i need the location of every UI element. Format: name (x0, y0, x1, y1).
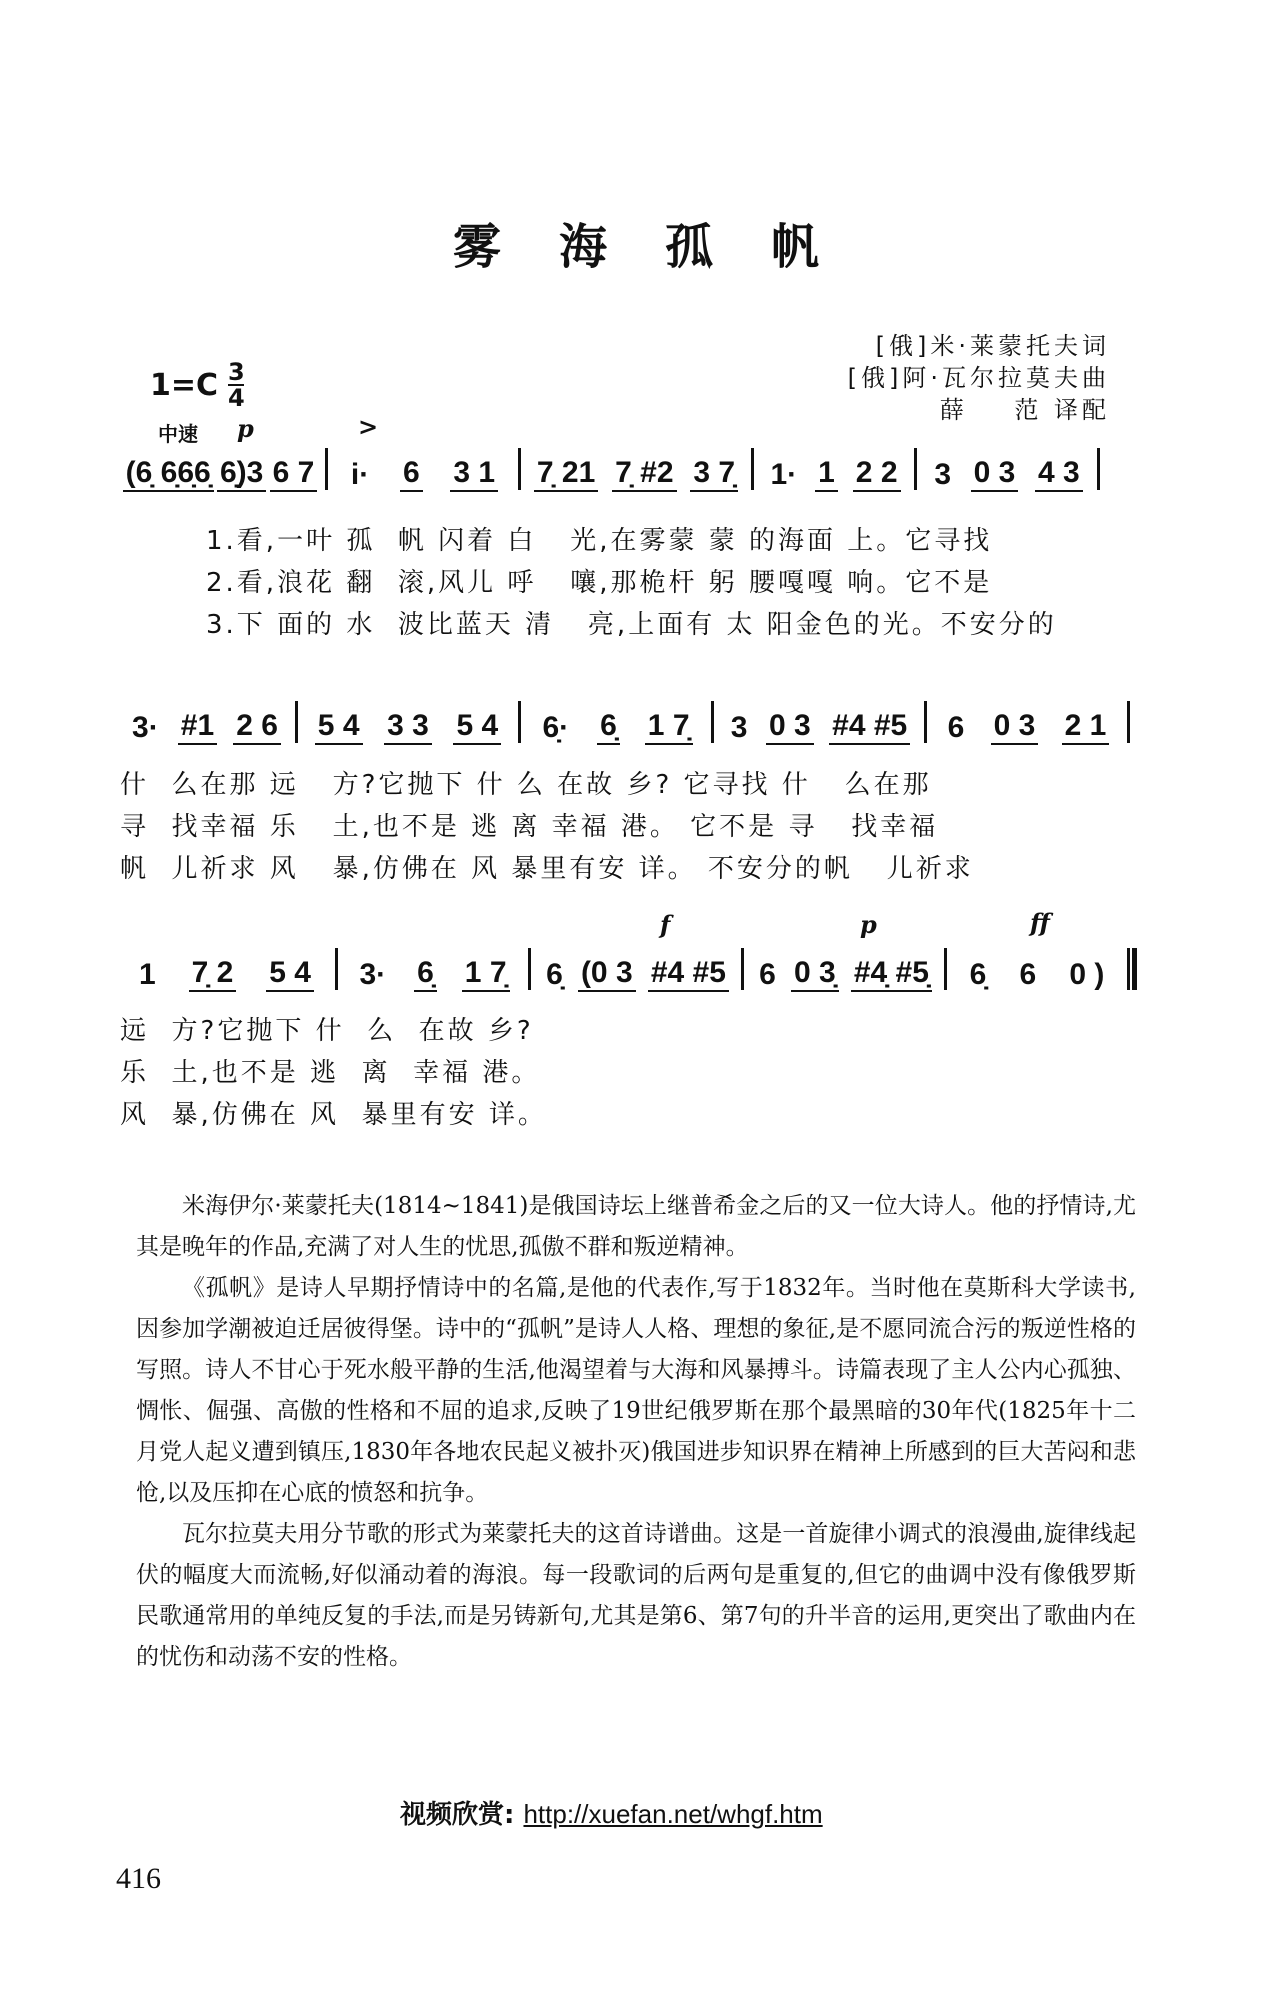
lyric-verse-3: 风 暴,仿佛在 风 暴里有安 详。 (120, 1100, 547, 1130)
measure: 3· 6̣ 1 7̣ (338, 942, 528, 992)
video-reference (400, 1794, 823, 1831)
lyric-verse-3: 3.下 面的 水 波比蓝天 清 亮,上面有 太 阳金色的光。不安分的 (206, 610, 1057, 640)
translator-credit: 薛 范 译配 (939, 396, 1110, 424)
measure: (6̣ 6̣6̣6̣ 6̣)3 6 7 (115, 442, 325, 492)
commentary (136, 1186, 1136, 1678)
time-signature: $\frac{3}{4}$ (228, 358, 245, 412)
measure: 1· 1 2 2 (754, 442, 914, 492)
measure: i· 6 3 1 (328, 442, 518, 492)
measure: 5 4 3 3 5 4 (298, 695, 518, 745)
video-label: 视频欣赏: (400, 1800, 515, 1830)
lyric-verse-2: 乐 土,也不是 逃 离 幸福 港。 (120, 1058, 541, 1088)
lyrics-block-1 (206, 520, 1246, 646)
final-bar-line (1127, 948, 1137, 990)
key-signature: 1=C (150, 367, 219, 403)
lyric-verse-1: 远 方?它抛下 什 么 在故 乡? (120, 1016, 534, 1046)
measure: 6 0 3̣ #4̣ #5̣ (744, 942, 944, 992)
lyric-verse-2: 寻 找幸福 乐 土,也不是 逃 离 幸福 港。 它不是 寻 找幸福 (120, 812, 939, 842)
score-line-3 (115, 908, 1155, 992)
measure: 6̣· 6̣ 1 7̣ (521, 695, 711, 745)
measure: 6 0 3 2 1 (927, 695, 1127, 745)
score-line-2 (115, 695, 1155, 745)
lyricist-credit: [俄]米·莱蒙托夫词 (875, 332, 1110, 360)
measure: 3 0 3 #4 #5 (714, 695, 924, 745)
dynamic-ff: ff (1030, 908, 1050, 937)
measure: 7̣ 21 7̣ #2 3 7̣ (521, 442, 751, 492)
dynamic-f: f (660, 910, 671, 939)
dynamic-p: p (237, 414, 254, 443)
bar-line (1127, 701, 1130, 743)
measure: 3· #1 2 6 (115, 695, 295, 745)
lyric-verse-3: 帆 儿祈求 风 暴,仿佛在 风 暴里有安 详。 不安分的帆 儿祈求 (120, 854, 974, 884)
lyric-verse-1: 1.看,一叶 孤 帆 闪着 白 光,在雾蒙 蒙 的海面 上。它寻找 (206, 526, 993, 556)
commentary-paragraph-2: 《孤帆》是诗人早期抒情诗中的名篇,是他的代表作,写于1832年。当时他在莫斯科大学读书,因参加学潮被迫迁居彼得堡。诗中的“孤帆”是诗人人格、理想的象征,是不愿同流合污的叛逆性格的写照。诗人不甘心于死水般平静的生活,他渴望着与大海和风暴搏斗。诗篇表现了主人公内心孤独、惆怅、倔强、高傲的性格和不屈的追求,反映了19世纪俄罗斯在那个最黑暗的30年代(1825年十二月党人起义遭到镇压,1830年各地农民起义被扑灭)俄国进步知识界在精神上所感到的巨大苦闷和悲怆,以及压抑在心底的愤怒和抗争。 (136, 1275, 1136, 1506)
tempo-marking: 中速 (158, 422, 198, 446)
measure: 1 7̣ 2 5 4 (115, 942, 335, 992)
lyric-verse-1: 什 么在那 远 方?它抛下 什 么 在故 乡? 它寻找 什 么在那 (120, 770, 932, 800)
song-title: 雾海孤帆 (452, 219, 877, 275)
key-time-signature (150, 360, 245, 410)
bar-line (1097, 448, 1100, 490)
lyric-verse-2: 2.看,浪花 翻 滚,风儿 呼 嚷,那桅杆 躬 腰嘎嘎 响。它不是 (206, 568, 993, 598)
lyrics-block-3 (120, 1010, 1160, 1136)
measure: 6̣ (0 3 #4 #5 (531, 942, 741, 992)
measure: 6̣ 6 0 ) (969, 958, 1105, 991)
measure: 3 0 3 4 3 (917, 442, 1097, 492)
dynamic-p: p (860, 910, 877, 939)
video-link[interactable]: http://xuefan.net/whgf.htm (523, 1799, 823, 1829)
credits (848, 330, 1110, 426)
commentary-paragraph-1: 米海伊尔·莱蒙托夫(1814~1841)是俄国诗坛上继普希金之后的又一位大诗人。他的抒情诗,尤其是晚年的作品,充满了对人生的忧思,孤傲不群和叛逆精神。 (136, 1193, 1136, 1260)
accent-mark: > (358, 412, 379, 441)
composer-credit: [俄]阿·瓦尔拉莫夫曲 (847, 364, 1110, 392)
commentary-paragraph-3: 瓦尔拉莫夫用分节歌的形式为莱蒙托夫的这首诗谱曲。这是一首旋律小调式的浪漫曲,旋律线起伏的幅度大而流畅,好似涌动着的海浪。每一段歌词的后两句是重复的,但它的曲调中没有像俄罗斯民歌通常用的单纯反复的手法,而是另铸新句,尤其是第6、第7句的升半音的运用,更突出了歌曲内在的忧伤和动荡不安的性格。 (136, 1521, 1136, 1670)
lyrics-block-2 (120, 764, 1160, 890)
page-number: 416 (116, 1862, 161, 1895)
